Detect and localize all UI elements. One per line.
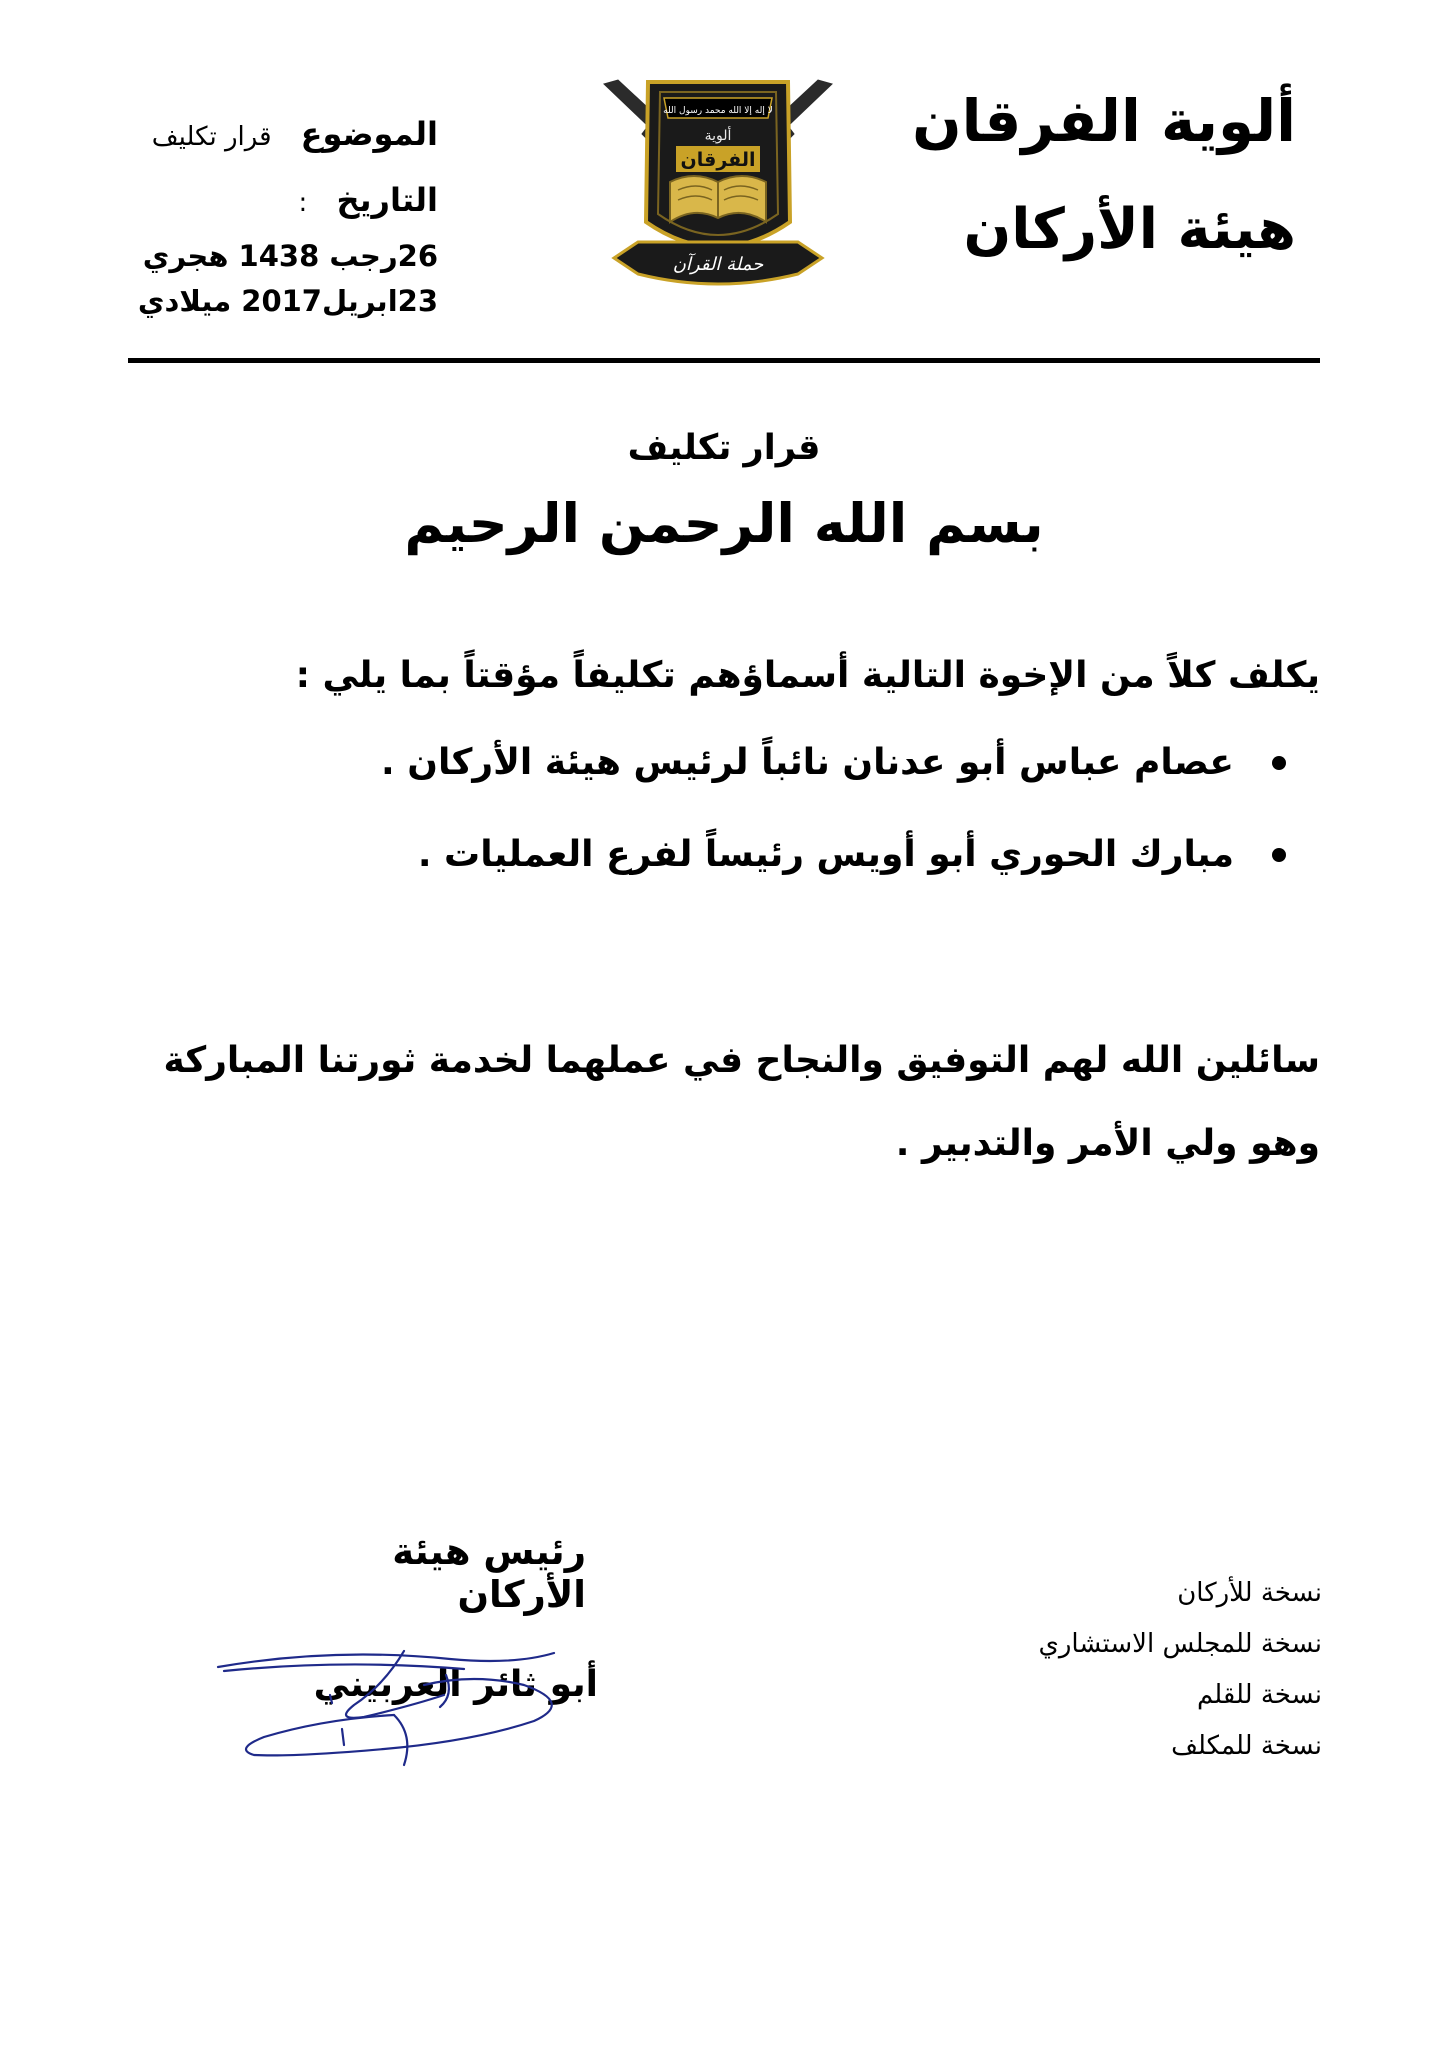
date-label: التاريخ <box>336 181 438 219</box>
bullet-icon <box>1272 848 1286 862</box>
emblem-name-small: ألوية <box>704 128 732 144</box>
copy-line: نسخة للقلم <box>1196 1680 1322 1710</box>
closing-line: وهو ولي الأمر والتدبير . <box>895 1123 1320 1164</box>
date-row <box>128 181 438 219</box>
emblem-name-large: الفرقان <box>680 149 756 171</box>
list-item <box>381 742 1286 783</box>
date-colon: : <box>298 188 308 218</box>
decree-intro: يكلف كلاً من الإخوة التالية أسماؤهم تكليفاً مؤقتاً بما يلي : <box>295 655 1320 696</box>
copy-line: نسخة للمكلف <box>1171 1731 1322 1761</box>
distribution-copies <box>1039 1580 1323 1759</box>
document-meta <box>128 115 438 318</box>
signatory-role: رئيس هيئة الأركان <box>392 1530 586 1616</box>
bullet-icon <box>1272 756 1286 770</box>
org-header <box>912 87 1296 262</box>
list-item <box>381 834 1286 875</box>
org-emblem-logo <box>598 72 838 310</box>
assignment-list <box>381 742 1286 875</box>
copy-line: نسخة للمجلس الاستشاري <box>1038 1629 1322 1659</box>
emblem-banner-text: لا إله إلا الله محمد رسول الله <box>663 106 773 116</box>
header-divider <box>128 358 1320 363</box>
subject-value: قرار تكليف <box>151 122 272 152</box>
gregorian-date: 23ابريل2017 ميلادي <box>137 284 438 318</box>
subject-label: الموضوع <box>300 115 438 153</box>
basmala: بسم الله الرحمن الرحيم <box>404 492 1044 555</box>
hijri-date: 26رجب 1438 هجري <box>142 239 438 273</box>
closing-line: سائلين الله لهم التوفيق والنجاح في عملهما لخدمة ثورتنا المباركة <box>163 1040 1320 1081</box>
assignment-text: عصام عباس أبو عدنان نائباً لرئيس هيئة الأركان . <box>381 742 1234 783</box>
closing-paragraph <box>163 1040 1320 1164</box>
emblem-ribbon-text: حملة القرآن <box>672 254 764 275</box>
signatory-name: أبو ثائر العربيني <box>313 1664 598 1705</box>
org-name: ألوية الفرقان <box>912 87 1296 155</box>
subject-row <box>128 115 438 153</box>
assignment-text: مبارك الحوري أبو أويس رئيساً لفرع العمليات . <box>417 834 1234 875</box>
department-name: هيئة الأركان <box>963 197 1296 262</box>
handwritten-signature <box>214 1645 614 1775</box>
copy-line: نسخة للأركان <box>1177 1578 1322 1608</box>
decree-title: قرار تكليف <box>627 428 821 468</box>
